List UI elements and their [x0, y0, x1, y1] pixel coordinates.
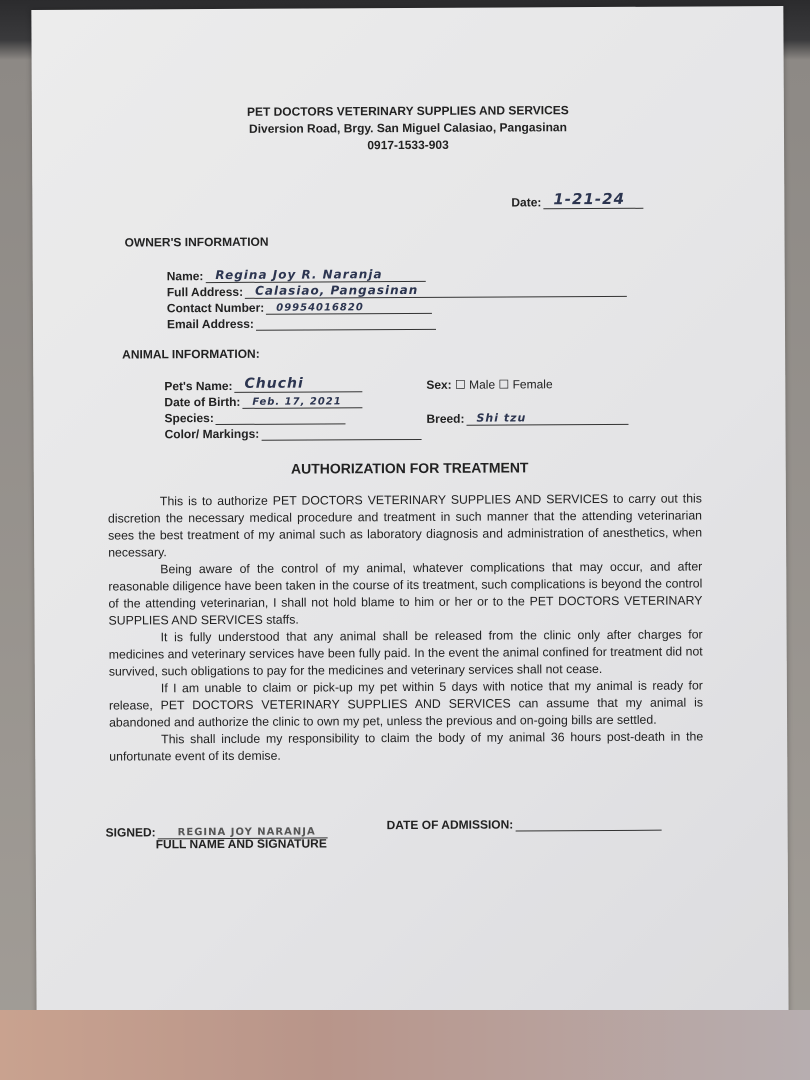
signature-field: SIGNED: REGINA JOY NARANJA [106, 822, 328, 839]
owner-address-value: Calasiao, Pangasinan [255, 282, 419, 298]
date-field: Date: 1-21-24 [511, 193, 643, 210]
breed-field: Breed: Shi tzu [426, 409, 628, 426]
species-field: Species: [164, 408, 421, 425]
authorization-form [31, 6, 788, 1030]
animal-heading: ANIMAL INFORMATION: [122, 346, 260, 362]
breed-value: Shi tzu [476, 411, 527, 425]
clinic-address: Diversion Road, Brgy. San Miguel Calasiao, Pangasinan [248, 120, 567, 136]
authorization-title: AUTHORIZATION FOR TREATMENT [290, 459, 529, 477]
owner-email-field: Email Address: [167, 313, 627, 331]
dob-value: Feb. 17, 2021 [252, 396, 342, 408]
owner-contact-field: Contact Number: 09954016820 [167, 297, 627, 315]
sex-field: Sex: ☐ Male ☐ Female [426, 377, 553, 392]
female-checkbox[interactable]: ☐ [498, 377, 510, 392]
authorization-text: This is to authorize PET DOCTORS VETERINARY SUPPLIES AND SERVICES to carry out this discretion the necessary medical procedure and treatment in such manner that the attending veterinarian sees the best treatment of my animal such as laboratory diagnosis and administration of anesthetics, when necessary. Being aware of the control of my animal, whatever complications that may occur, and after reasonable diligence have been taken in the course of its treatment, such complications is beyond the control of the attending veterinarian, I shall not hold blame to him or her or to the PET DOCTORS VETERINARY SUPPLIES AND SERVICES staffs. It is fully understood that any animal shall be released from the clinic only after charges for medicines and veterinary services have been fully paid. In the event the animal confined for treatment did not survived, such obligations to pay for the medicines and veterinary services shall not cease. If I am unable to claim or pick-up my pet within 5 days with notice that my animal is ready for release, PET DOCTORS VETERINARY SUPPLIES AND SERVICES can assume that my animal is abandoned and authorize the clinic to own my pet, unless the previous and on-going bills are settled. This shall include my responsibility to claim the body of my animal 36 hours post-death in the unfortunate event of its demise. [107, 491, 704, 764]
owner-name-field: Name: Regina Joy R. Naranja [167, 265, 627, 283]
owner-contact-value: 09954016820 [276, 302, 364, 314]
pet-name-value: Chuchi [244, 375, 304, 392]
owner-address-field: Full Address: Calasiao, Pangasinan [167, 281, 627, 299]
color-field: Color/ Markings: [165, 424, 422, 441]
pet-name-field: Pet's Name: Chuchi [164, 376, 421, 393]
male-checkbox[interactable]: ☐ [454, 377, 466, 392]
signature-caption: FULL NAME AND SIGNATURE [155, 836, 327, 852]
date-value: 1-21-24 [553, 189, 626, 209]
dob-field: Date of Birth: Feb. 17, 2021 [164, 392, 421, 409]
admission-date-field: DATE OF ADMISSION: [387, 815, 662, 832]
clinic-name: PET DOCTORS VETERINARY SUPPLIES AND SERVICES [246, 103, 569, 119]
signature-image: REGINA JOY NARANJA [177, 826, 316, 839]
owner-name-value: Regina Joy R. Naranja [215, 267, 383, 283]
clinic-phone: 0917-1533-903 [367, 137, 449, 153]
hand-foreground [0, 1010, 810, 1080]
owner-heading: OWNER'S INFORMATION [124, 234, 269, 250]
